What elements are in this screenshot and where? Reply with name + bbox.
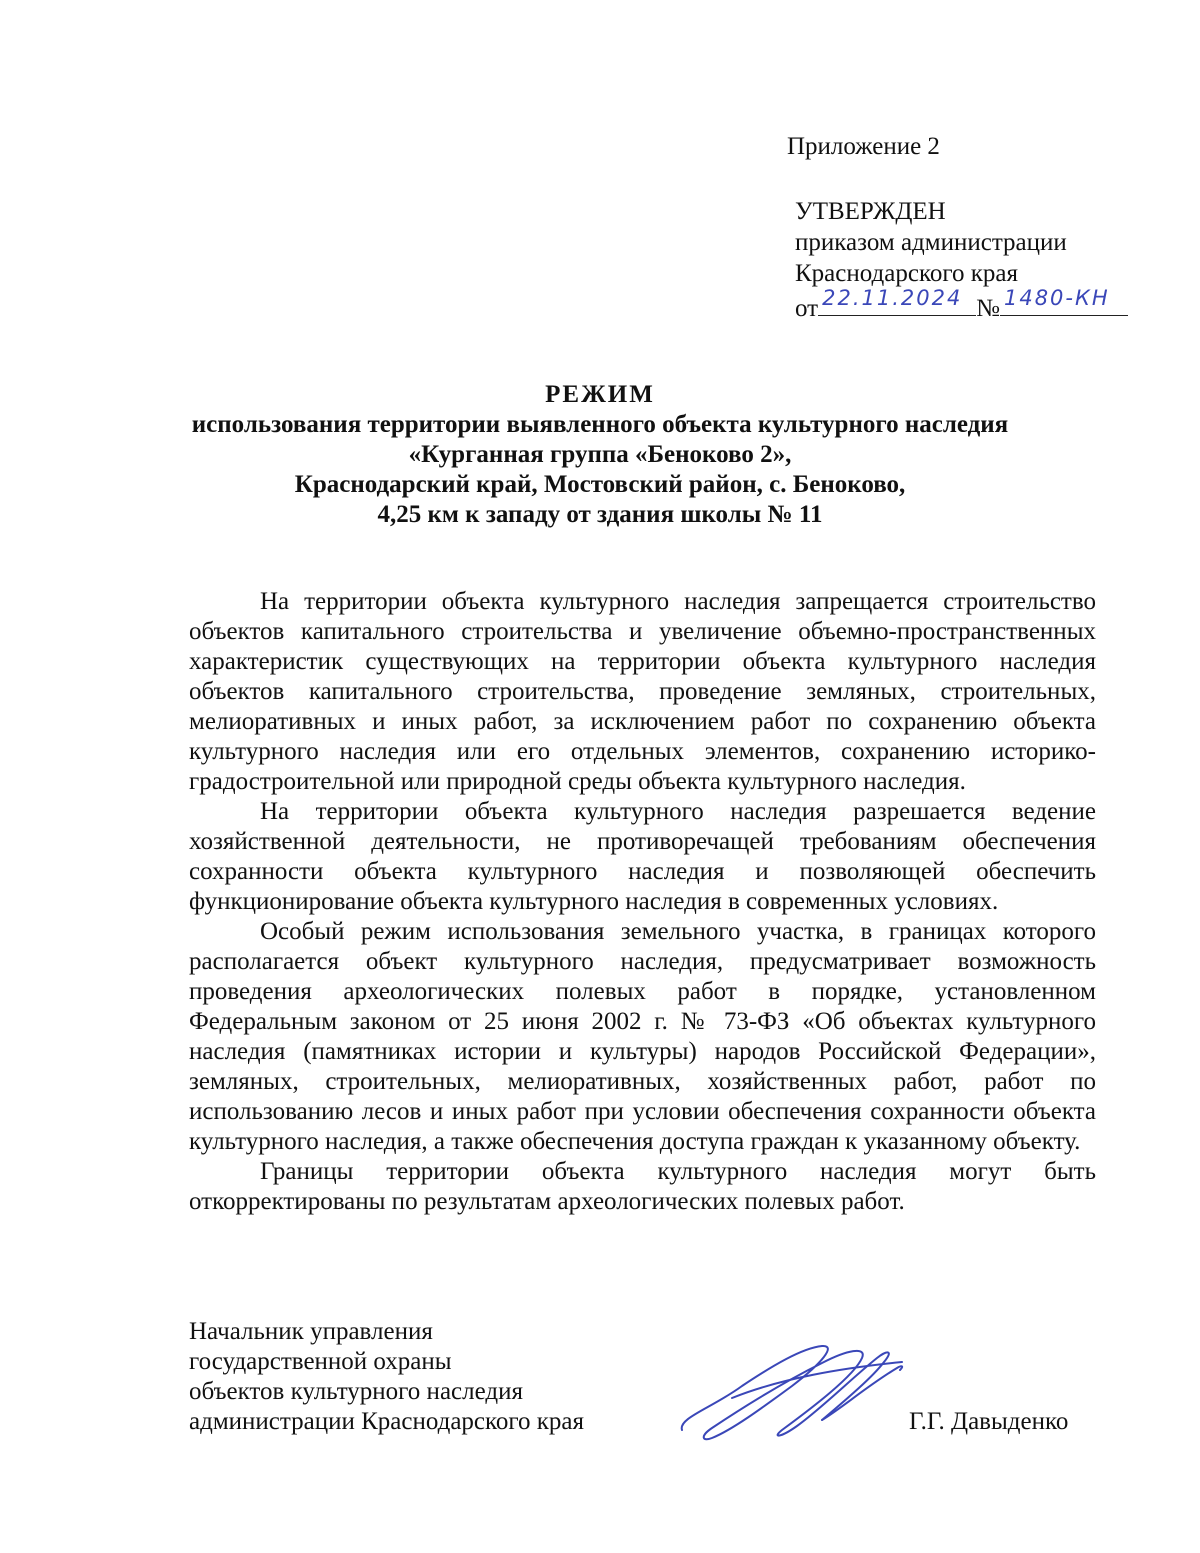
signer-position bbox=[189, 1317, 584, 1437]
number-prefix: № bbox=[976, 295, 1000, 322]
handwritten-number: 1480-КН bbox=[1003, 286, 1110, 310]
title-line-3: Краснодарский край, Мостовский район, с. Беноково, bbox=[294, 471, 906, 498]
approved-by-line-2: Краснодарского края bbox=[795, 260, 1018, 287]
document-body bbox=[189, 587, 1096, 1217]
paragraph: Границы территории объекта культурного наследия могут быть откорректированы по результатам археологических полевых работ. bbox=[189, 1158, 1096, 1215]
title-line-1: использования территории выявленного объекта культурного наследия bbox=[191, 411, 1009, 438]
title-line-2: «Курганная группа «Беноково 2», bbox=[408, 441, 792, 468]
position-line-1: Начальник управления bbox=[189, 1318, 433, 1345]
document-title bbox=[150, 380, 1050, 530]
approval-block bbox=[795, 196, 1128, 324]
title-line-4: 4,25 км к западу от здания школы № 11 bbox=[377, 501, 823, 528]
date-blank bbox=[818, 286, 976, 316]
order-date-number-line bbox=[795, 286, 1128, 324]
handwritten-date: 22.11.2024 bbox=[822, 286, 963, 310]
handwritten-signature bbox=[672, 1338, 908, 1444]
position-line-3: объектов культурного наследия bbox=[189, 1378, 523, 1405]
signer-name: Г.Г. Давыденко bbox=[909, 1408, 1069, 1435]
appendix-label: Приложение 2 bbox=[787, 133, 940, 160]
title-main: РЕЖИМ bbox=[545, 381, 655, 408]
number-blank bbox=[1000, 286, 1128, 316]
paragraph: На территории объекта культурного наследия запрещается строительство объектов капитального строительства и увеличение объемно-пространственных характеристик существующих на территории объекта культурного наследия объектов капитального строительства, проведение земляных, строительных, мелиоративных и иных работ, за исключением работ по сохранению объекта культурного наследия или его отдельных элементов, сохранению историко-градостроительной или природной среды объекта культурного наследия. bbox=[189, 588, 1096, 795]
position-line-2: государственной охраны bbox=[189, 1348, 452, 1375]
date-prefix: от bbox=[795, 295, 819, 322]
paragraph: На территории объекта культурного наследия разрешается ведение хозяйственной деятельности, не противоречащей требованиям обеспечения сохранности объекта культурного наследия и позволяющей обеспечить функционирование объекта культурного наследия в современных условиях. bbox=[189, 798, 1096, 915]
paragraph: Особый режим использования земельного участка, в границах которого располагается объект культурного наследия, предусматривает возможность проведения археологических полевых работ в порядке, установленном Федеральным законом от 25 июня 2002 г. № 73-ФЗ «Об объектах культурного наследия (памятниках истории и культуры) народов Российской Федерации», земляных, строительных, мелиоративных, хозяйственных работ, работ по использованию лесов и иных работ при условии обеспечения сохранности объекта культурного наследия, а также обеспечения доступа граждан к указанному объекту. bbox=[189, 918, 1096, 1155]
approved-by-line-1: приказом администрации bbox=[795, 229, 1067, 256]
position-line-4: администрации Краснодарского края bbox=[189, 1408, 585, 1435]
approved-heading: УТВЕРЖДЕН bbox=[795, 198, 946, 225]
